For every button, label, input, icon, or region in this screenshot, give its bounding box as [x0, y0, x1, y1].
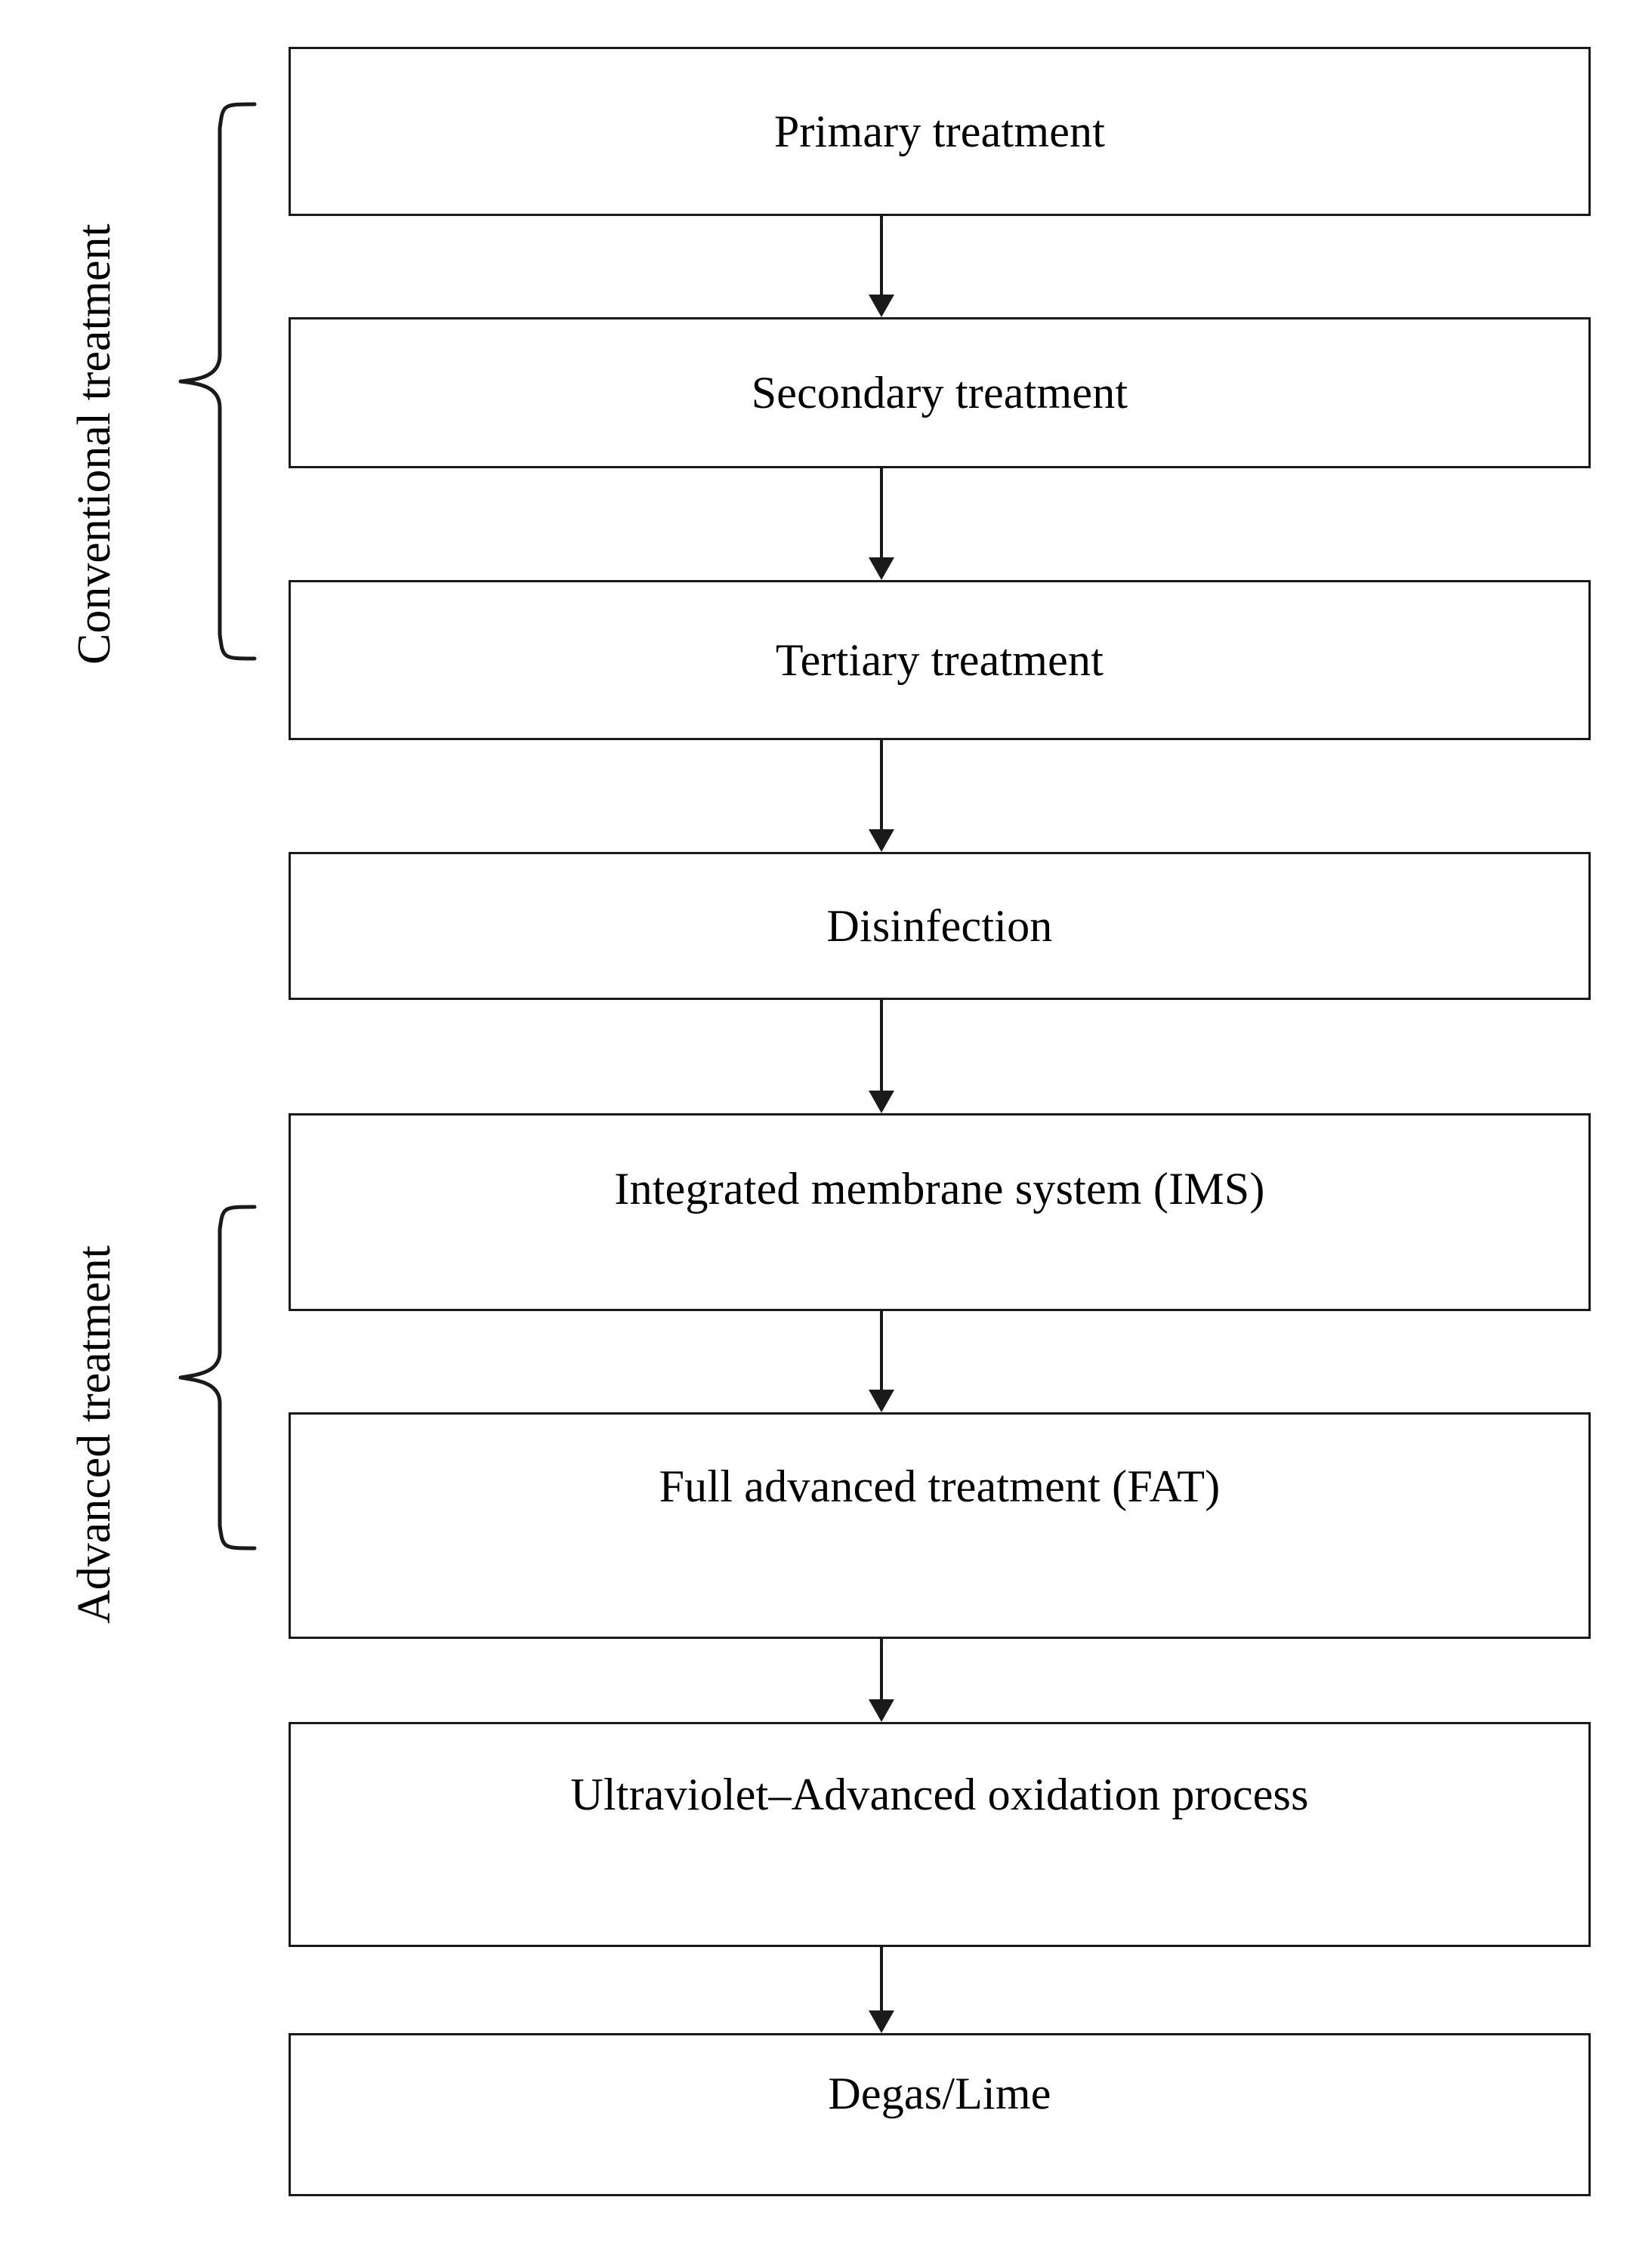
node-integrated-membrane-system[interactable] [289, 1113, 1591, 1311]
node-tertiary-treatment[interactable] [289, 580, 1591, 740]
node-full-advanced-treatment[interactable] [289, 1412, 1591, 1639]
group-label-conventional-treatment: Conventional treatment [69, 224, 120, 665]
brace-advanced-treatment [170, 1201, 261, 1556]
arrow-secondary-to-tertiary [866, 468, 897, 580]
arrow-tertiary-to-disinfection [866, 740, 897, 852]
arrow-fat-to-uvaop [866, 1639, 897, 1722]
arrow-ims-to-fat [866, 1311, 897, 1412]
node-label-secondary-treatment: Secondary treatment [751, 367, 1128, 418]
node-secondary-treatment[interactable] [289, 317, 1591, 468]
node-label-tertiary-treatment: Tertiary treatment [775, 634, 1104, 685]
group-label-advanced-treatment: Advanced treatment [69, 1245, 120, 1624]
node-label-primary-treatment: Primary treatment [773, 106, 1106, 156]
node-label-degas-lime: Degas/Lime [828, 2069, 1051, 2118]
node-label-full-advanced-treatment: Full advanced treatment (FAT) [659, 1461, 1221, 1511]
brace-conventional-treatment [170, 98, 261, 665]
node-primary-treatment[interactable] [289, 47, 1591, 216]
node-label-disinfection: Disinfection [826, 900, 1053, 951]
node-label-uv-advanced-oxidation-process: Ultraviolet–Advanced oxidation process [570, 1770, 1309, 1819]
arrow-uvaop-to-degas [866, 1947, 897, 2033]
node-uv-advanced-oxidation-process[interactable] [289, 1722, 1591, 1947]
arrow-disinfection-to-ims [866, 1000, 897, 1113]
node-disinfection[interactable] [289, 852, 1591, 1000]
node-label-integrated-membrane-system: Integrated membrane system (IMS) [614, 1164, 1265, 1214]
node-degas-lime[interactable] [289, 2033, 1591, 2196]
arrow-primary-to-secondary [866, 216, 897, 317]
